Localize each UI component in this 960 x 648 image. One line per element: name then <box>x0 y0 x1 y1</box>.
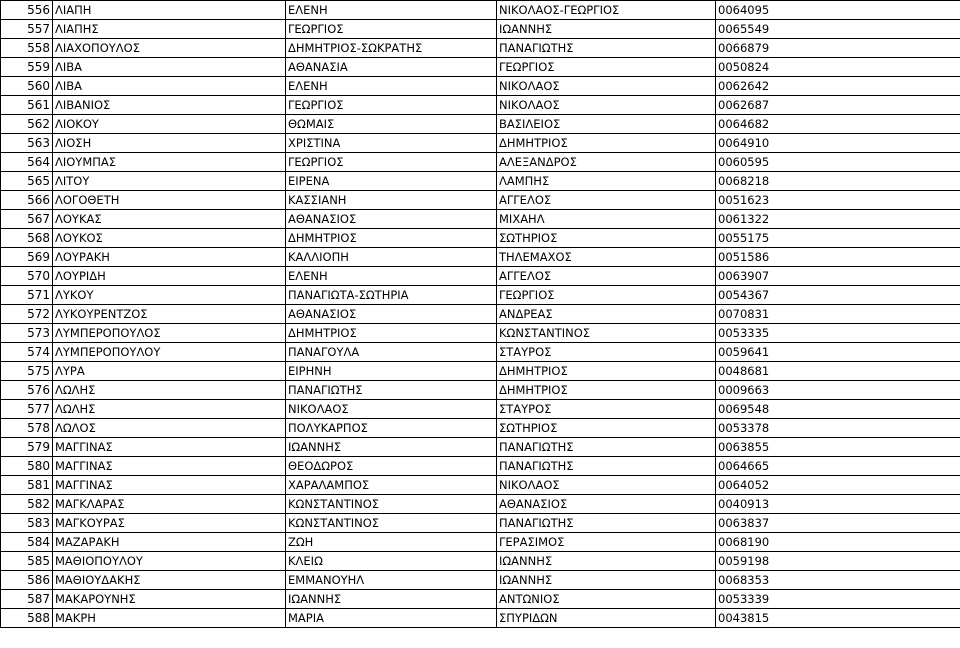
first-name-cell: ΔΗΜΗΤΡΙΟΣ-ΣΩΚΡΑΤΗΣ <box>286 39 497 58</box>
table-row <box>1 39 960 58</box>
row-number-cell: 563 <box>1 134 53 153</box>
father-name-cell: ΣΩΤΗΡΙΟΣ <box>497 229 716 248</box>
surname-cell: ΛΙΒΑ <box>53 77 286 96</box>
code-cell: 0060595 <box>716 153 960 172</box>
row-number-cell: 580 <box>1 457 53 476</box>
first-name-cell: ΕΛΕΝΗ <box>286 267 497 286</box>
first-name-cell: ΚΑΛΛΙΟΠΗ <box>286 248 497 267</box>
table-row <box>1 229 960 248</box>
father-name-cell: ΑΛΕΞΑΝΔΡΟΣ <box>497 153 716 172</box>
row-number-cell: 561 <box>1 96 53 115</box>
table-row <box>1 381 960 400</box>
row-number-cell: 560 <box>1 77 53 96</box>
father-name-cell: ΓΕΩΡΓΙΟΣ <box>497 58 716 77</box>
row-number-cell: 584 <box>1 533 53 552</box>
code-cell: 0059198 <box>716 552 960 571</box>
first-name-cell: ΙΩΑΝΝΗΣ <box>286 438 497 457</box>
row-number-cell: 564 <box>1 153 53 172</box>
surname-cell: ΛΥΚΟΥ <box>53 286 286 305</box>
surname-cell: ΜΑΘΙΟΥΔΑΚΗΣ <box>53 571 286 590</box>
row-number-cell: 578 <box>1 419 53 438</box>
code-cell: 0059641 <box>716 343 960 362</box>
surname-cell: ΛΩΛΗΣ <box>53 381 286 400</box>
code-cell: 0064682 <box>716 115 960 134</box>
surname-cell: ΛΙΟΚΟΥ <box>53 115 286 134</box>
surname-cell: ΛΙΑΠΗ <box>53 1 286 20</box>
father-name-cell: ΝΙΚΟΛΑΟΣ-ΓΕΩΡΓΙΟΣ <box>497 1 716 20</box>
first-name-cell: ΓΕΩΡΓΙΟΣ <box>286 96 497 115</box>
table-row <box>1 571 960 590</box>
father-name-cell: ΠΑΝΑΓΙΩΤΗΣ <box>497 514 716 533</box>
first-name-cell: ΕΛΕΝΗ <box>286 77 497 96</box>
table-row <box>1 115 960 134</box>
surname-cell: ΜΑΓΓΙΝΑΣ <box>53 438 286 457</box>
code-cell: 0043815 <box>716 609 960 628</box>
code-cell: 0063855 <box>716 438 960 457</box>
code-cell: 0066879 <box>716 39 960 58</box>
surname-cell: ΛΩΛΟΣ <box>53 419 286 438</box>
first-name-cell: ΚΑΣΣΙΑΝΗ <box>286 191 497 210</box>
surname-cell: ΛΙΟΥΜΠΑΣ <box>53 153 286 172</box>
surname-cell: ΛΥΡΑ <box>53 362 286 381</box>
code-cell: 0051623 <box>716 191 960 210</box>
surname-cell: ΛΟΥΚΑΣ <box>53 210 286 229</box>
code-cell: 0064052 <box>716 476 960 495</box>
father-name-cell: ΣΠΥΡΙΔΩΝ <box>497 609 716 628</box>
first-name-cell: ΑΘΑΝΑΣΙΟΣ <box>286 305 497 324</box>
row-number-cell: 557 <box>1 20 53 39</box>
row-number-cell: 570 <box>1 267 53 286</box>
table-row <box>1 77 960 96</box>
father-name-cell: ΠΑΝΑΓΙΩΤΗΣ <box>497 457 716 476</box>
code-cell: 0068190 <box>716 533 960 552</box>
father-name-cell: ΣΤΑΥΡΟΣ <box>497 400 716 419</box>
table-row <box>1 457 960 476</box>
row-number-cell: 585 <box>1 552 53 571</box>
table-row <box>1 438 960 457</box>
first-name-cell: ΓΕΩΡΓΙΟΣ <box>286 153 497 172</box>
table-row <box>1 191 960 210</box>
father-name-cell: ΣΤΑΥΡΟΣ <box>497 343 716 362</box>
father-name-cell: ΠΑΝΑΓΙΩΤΗΣ <box>497 39 716 58</box>
first-name-cell: ΘΕΟΔΩΡΟΣ <box>286 457 497 476</box>
father-name-cell: ΠΑΝΑΓΙΩΤΗΣ <box>497 438 716 457</box>
table-row <box>1 248 960 267</box>
father-name-cell: ΓΕΩΡΓΙΟΣ <box>497 286 716 305</box>
father-name-cell: ΔΗΜΗΤΡΙΟΣ <box>497 381 716 400</box>
father-name-cell: ΑΝΔΡΕΑΣ <box>497 305 716 324</box>
code-cell: 0064095 <box>716 1 960 20</box>
code-cell: 0063907 <box>716 267 960 286</box>
table-row <box>1 609 960 628</box>
first-name-cell: ΕΛΕΝΗ <box>286 1 497 20</box>
surname-cell: ΛΥΜΠΕΡΟΠΟΥΛΟΥ <box>53 343 286 362</box>
first-name-cell: ΙΩΑΝΝΗΣ <box>286 590 497 609</box>
table-row <box>1 552 960 571</box>
code-cell: 0055175 <box>716 229 960 248</box>
code-cell: 0053378 <box>716 419 960 438</box>
table-row <box>1 96 960 115</box>
row-number-cell: 566 <box>1 191 53 210</box>
father-name-cell: ΚΩΝΣΤΑΝΤΙΝΟΣ <box>497 324 716 343</box>
row-number-cell: 575 <box>1 362 53 381</box>
first-name-cell: ΚΩΝΣΤΑΝΤΙΝΟΣ <box>286 495 497 514</box>
row-number-cell: 574 <box>1 343 53 362</box>
first-name-cell: ΑΘΑΝΑΣΙΑ <box>286 58 497 77</box>
father-name-cell: ΑΓΓΕΛΟΣ <box>497 267 716 286</box>
first-name-cell: ΚΛΕΙΩ <box>286 552 497 571</box>
row-number-cell: 569 <box>1 248 53 267</box>
code-cell: 0061322 <box>716 210 960 229</box>
code-cell: 0053335 <box>716 324 960 343</box>
surname-cell: ΛΙΟΣΗ <box>53 134 286 153</box>
first-name-cell: ΔΗΜΗΤΡΙΟΣ <box>286 229 497 248</box>
father-name-cell: ΑΝΤΩΝΙΟΣ <box>497 590 716 609</box>
surname-cell: ΜΑΓΓΙΝΑΣ <box>53 476 286 495</box>
table-row <box>1 514 960 533</box>
surname-cell: ΜΑΚΑΡΟΥΝΗΣ <box>53 590 286 609</box>
first-name-cell: ΜΑΡΙΑ <box>286 609 497 628</box>
table-row <box>1 153 960 172</box>
surname-cell: ΛΟΥΡΙΔΗ <box>53 267 286 286</box>
table-row <box>1 533 960 552</box>
first-name-cell: ΓΕΩΡΓΙΟΣ <box>286 20 497 39</box>
surname-cell: ΜΑΖΑΡΑΚΗ <box>53 533 286 552</box>
first-name-cell: ΠΟΛΥΚΑΡΠΟΣ <box>286 419 497 438</box>
row-number-cell: 582 <box>1 495 53 514</box>
code-cell: 0040913 <box>716 495 960 514</box>
code-cell: 0064665 <box>716 457 960 476</box>
first-name-cell: ΕΜΜΑΝΟΥΗΛ <box>286 571 497 590</box>
code-cell: 0048681 <box>716 362 960 381</box>
first-name-cell: ΕΙΡΗΝΗ <box>286 362 497 381</box>
first-name-cell: ΠΑΝΑΓΙΩΤΗΣ <box>286 381 497 400</box>
table-row <box>1 419 960 438</box>
code-cell: 0069548 <box>716 400 960 419</box>
code-cell: 0070831 <box>716 305 960 324</box>
first-name-cell: ΧΡΙΣΤΙΝΑ <box>286 134 497 153</box>
table-row <box>1 172 960 191</box>
row-number-cell: 586 <box>1 571 53 590</box>
surname-cell: ΛΟΥΚΟΣ <box>53 229 286 248</box>
table-row <box>1 58 960 77</box>
table-row <box>1 210 960 229</box>
surname-cell: ΜΑΓΚΟΥΡΑΣ <box>53 514 286 533</box>
surname-cell: ΜΑΓΚΛΑΡΑΣ <box>53 495 286 514</box>
row-number-cell: 572 <box>1 305 53 324</box>
table-row <box>1 324 960 343</box>
table-row <box>1 20 960 39</box>
table-row <box>1 305 960 324</box>
row-number-cell: 558 <box>1 39 53 58</box>
row-number-cell: 567 <box>1 210 53 229</box>
table-row <box>1 495 960 514</box>
father-name-cell: ΔΗΜΗΤΡΙΟΣ <box>497 134 716 153</box>
row-number-cell: 559 <box>1 58 53 77</box>
code-cell: 0062642 <box>716 77 960 96</box>
surname-cell: ΛΥΜΠΕΡΟΠΟΥΛΟΣ <box>53 324 286 343</box>
first-name-cell: ΕΙΡΕΝΑ <box>286 172 497 191</box>
table-row <box>1 476 960 495</box>
father-name-cell: ΙΩΑΝΝΗΣ <box>497 20 716 39</box>
father-name-cell: ΜΙΧΑΗΛ <box>497 210 716 229</box>
first-name-cell: ΠΑΝΑΓΙΩΤΑ-ΣΩΤΗΡΙΑ <box>286 286 497 305</box>
code-cell: 0053339 <box>716 590 960 609</box>
table-row <box>1 1 960 20</box>
father-name-cell: ΤΗΛΕΜΑΧΟΣ <box>497 248 716 267</box>
row-number-cell: 562 <box>1 115 53 134</box>
first-name-cell: ΧΑΡΑΛΑΜΠΟΣ <box>286 476 497 495</box>
table-row <box>1 286 960 305</box>
surname-cell: ΛΙΤΟΥ <box>53 172 286 191</box>
first-name-cell: ΖΩΗ <box>286 533 497 552</box>
code-cell: 0050824 <box>716 58 960 77</box>
row-number-cell: 568 <box>1 229 53 248</box>
father-name-cell: ΛΑΜΠΗΣ <box>497 172 716 191</box>
table-row <box>1 400 960 419</box>
row-number-cell: 573 <box>1 324 53 343</box>
row-number-cell: 581 <box>1 476 53 495</box>
row-number-cell: 565 <box>1 172 53 191</box>
code-cell: 0068353 <box>716 571 960 590</box>
code-cell: 0062687 <box>716 96 960 115</box>
father-name-cell: ΑΘΑΝΑΣΙΟΣ <box>497 495 716 514</box>
first-name-cell: ΑΘΑΝΑΣΙΟΣ <box>286 210 497 229</box>
row-number-cell: 587 <box>1 590 53 609</box>
surname-cell: ΛΩΛΗΣ <box>53 400 286 419</box>
code-cell: 0054367 <box>716 286 960 305</box>
father-name-cell: ΝΙΚΟΛΑΟΣ <box>497 77 716 96</box>
row-number-cell: 583 <box>1 514 53 533</box>
surname-cell: ΜΑΚΡΗ <box>53 609 286 628</box>
table-row <box>1 267 960 286</box>
father-name-cell: ΝΙΚΟΛΑΟΣ <box>497 96 716 115</box>
surname-cell: ΛΙΒΑ <box>53 58 286 77</box>
code-cell: 0065549 <box>716 20 960 39</box>
father-name-cell: ΑΓΓΕΛΟΣ <box>497 191 716 210</box>
table-row <box>1 343 960 362</box>
table-row <box>1 590 960 609</box>
father-name-cell: ΙΩΑΝΝΗΣ <box>497 571 716 590</box>
first-name-cell: ΘΩΜΑΙΣ <box>286 115 497 134</box>
first-name-cell: ΠΑΝΑΓΟΥΛΑ <box>286 343 497 362</box>
table-row <box>1 362 960 381</box>
first-name-cell: ΔΗΜΗΤΡΙΟΣ <box>286 324 497 343</box>
father-name-cell: ΝΙΚΟΛΑΟΣ <box>497 476 716 495</box>
first-name-cell: ΝΙΚΟΛΑΟΣ <box>286 400 497 419</box>
table-row <box>1 134 960 153</box>
surname-cell: ΛΟΥΡΑΚΗ <box>53 248 286 267</box>
surname-cell: ΛΙΑΠΗΣ <box>53 20 286 39</box>
code-cell: 0009663 <box>716 381 960 400</box>
surname-cell: ΜΑΘΙΟΠΟΥΛΟΥ <box>53 552 286 571</box>
surname-cell: ΛΥΚΟΥΡΕΝΤΖΟΣ <box>53 305 286 324</box>
father-name-cell: ΣΩΤΗΡΙΟΣ <box>497 419 716 438</box>
code-cell: 0064910 <box>716 134 960 153</box>
code-cell: 0063837 <box>716 514 960 533</box>
father-name-cell: ΔΗΜΗΤΡΙΟΣ <box>497 362 716 381</box>
register-table-body <box>1 1 960 628</box>
father-name-cell: ΒΑΣΙΛΕΙΟΣ <box>497 115 716 134</box>
row-number-cell: 576 <box>1 381 53 400</box>
father-name-cell: ΓΕΡΑΣΙΜΟΣ <box>497 533 716 552</box>
row-number-cell: 588 <box>1 609 53 628</box>
row-number-cell: 571 <box>1 286 53 305</box>
first-name-cell: ΚΩΝΣΤΑΝΤΙΝΟΣ <box>286 514 497 533</box>
surname-cell: ΛΙΒΑΝΙΟΣ <box>53 96 286 115</box>
surname-cell: ΜΑΓΓΙΝΑΣ <box>53 457 286 476</box>
surname-cell: ΛΙΑΧΟΠΟΥΛΟΣ <box>53 39 286 58</box>
row-number-cell: 579 <box>1 438 53 457</box>
row-number-cell: 556 <box>1 1 53 20</box>
code-cell: 0051586 <box>716 248 960 267</box>
father-name-cell: ΙΩΑΝΝΗΣ <box>497 552 716 571</box>
row-number-cell: 577 <box>1 400 53 419</box>
code-cell: 0068218 <box>716 172 960 191</box>
surname-cell: ΛΟΓΟΘΕΤΗ <box>53 191 286 210</box>
